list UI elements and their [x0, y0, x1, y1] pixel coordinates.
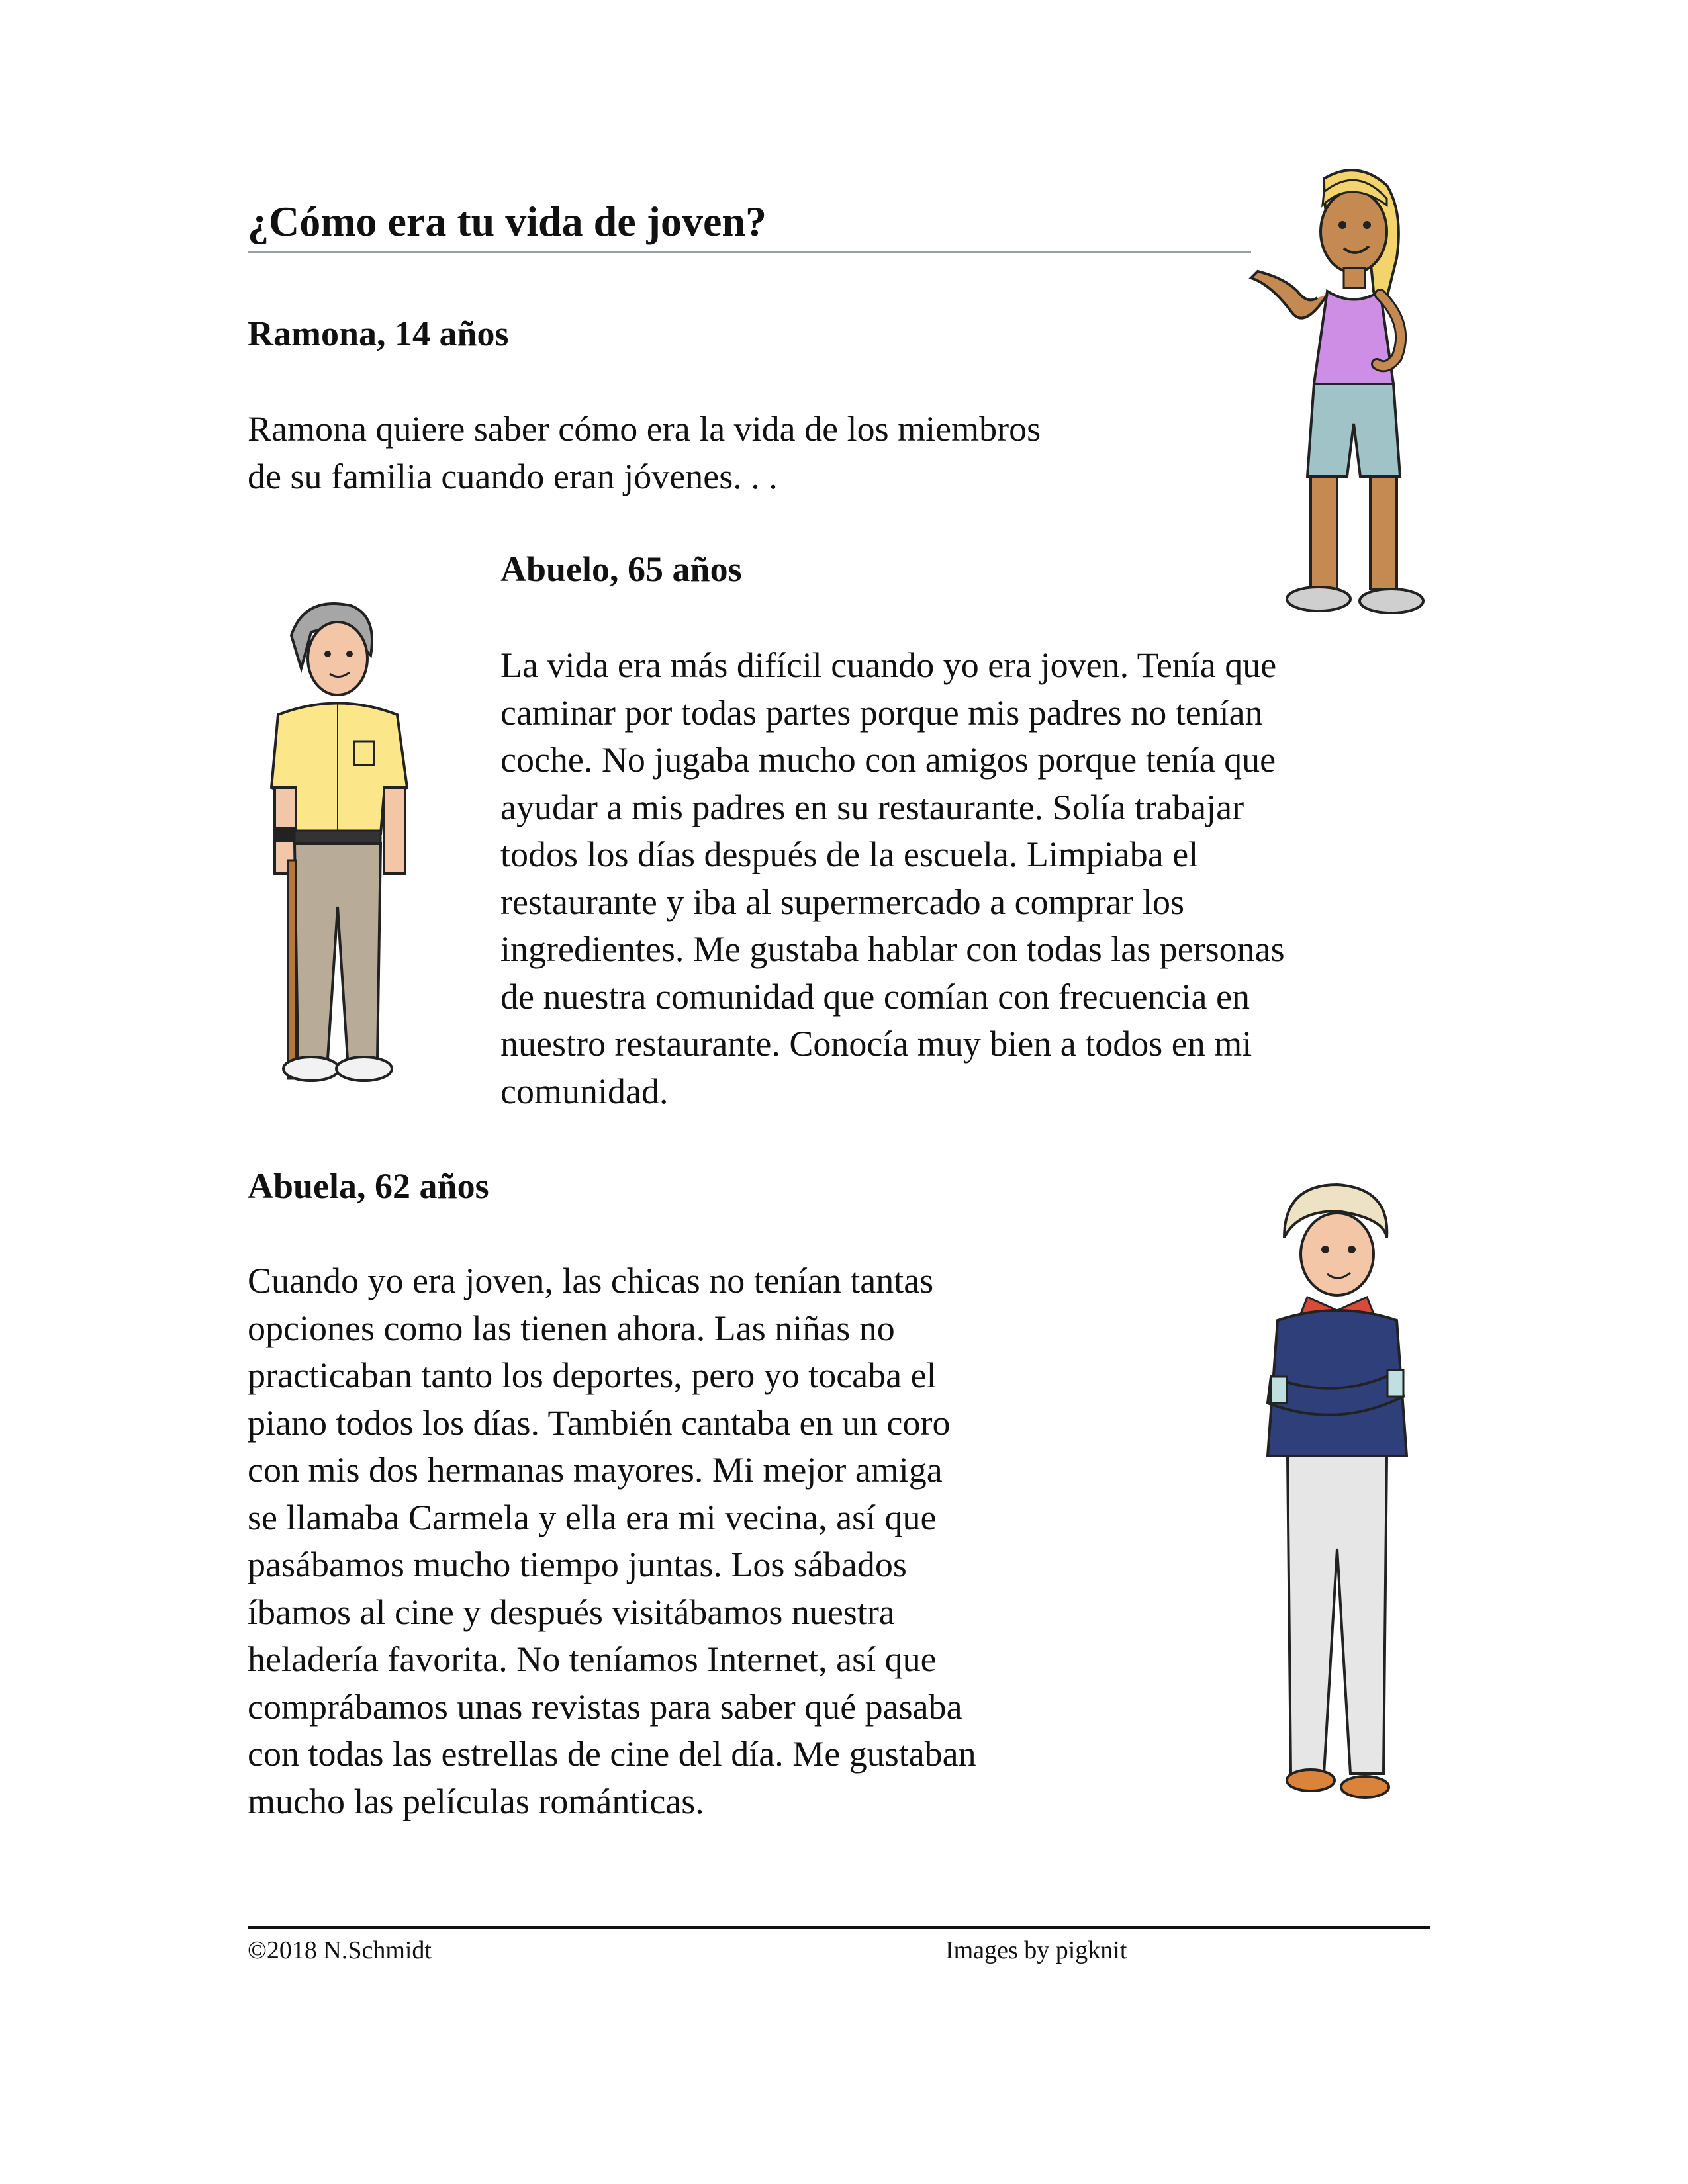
grandfather-illustration — [265, 596, 437, 1099]
paragraph-line: opciones como las tienen ahora. Las niñas no — [248, 1308, 895, 1348]
paragraph-line: pasábamos mucho tiempo juntas. Los sábados — [248, 1545, 907, 1584]
paragraph-line: heladería favorita. No teníamos Internet, así que — [248, 1639, 937, 1679]
paragraph-line: todos los días después de la escuela. Limpiaba el — [500, 835, 1199, 874]
paragraph-line: con mis dos hermanas mayores. Mi mejor amiga — [248, 1450, 943, 1490]
image-credit-text: Images by pigknit — [945, 1936, 1127, 1964]
paragraph-line: coche. No jugaba mucho con amigos porque tenía que — [500, 740, 1276, 780]
paragraph-line: de nuestra comunidad que comían con frecuencia en — [500, 976, 1250, 1017]
grandmother-illustration — [1258, 1178, 1417, 1813]
copyright-text: ©2018 N.Schmidt — [248, 1936, 432, 1964]
paragraph-line: Cuando yo era joven, las chicas no tenían tantas — [248, 1261, 934, 1300]
paragraph-line: practicaban tanto los deportes, pero yo tocaba el — [248, 1355, 937, 1395]
ramona-paragraph — [248, 406, 1041, 500]
girl-illustration — [1244, 159, 1463, 635]
paragraph-line: Ramona quiere saber cómo era la vida de los miembros — [248, 409, 1041, 449]
paragraph-line: nuestro restaurante. Conocía muy bien a todos en mi — [500, 1024, 1252, 1064]
paragraph-line: de su familia cuando eran jóvenes. . . — [248, 456, 778, 496]
paragraph-line: con todas las estrellas de cine del día. Me gustaban — [248, 1734, 976, 1774]
abuelo-heading: Abuelo, 65 años — [500, 549, 742, 589]
paragraph-line: caminar por todas partes porque mis padres no tenían — [500, 692, 1263, 733]
paragraph-line: íbamos al cine y después visitábamos nuestra — [248, 1592, 895, 1632]
title-divider — [248, 251, 1251, 253]
ramona-heading: Ramona, 14 años — [248, 314, 509, 353]
paragraph-line: comunidad. — [500, 1071, 669, 1111]
page-title: ¿Cómo era tu vida de joven? — [248, 198, 767, 245]
paragraph-line: mucho las películas románticas. — [248, 1781, 704, 1821]
paragraph-line: piano todos los días. También cantaba en un coro — [248, 1402, 951, 1443]
abuela-paragraph — [248, 1257, 976, 1825]
paragraph-line: comprábamos unas revistas para saber qué pasaba — [248, 1686, 962, 1727]
paragraph-line: se llamaba Carmela y ella era mi vecina, así que — [248, 1497, 937, 1537]
footer-divider — [248, 1926, 1430, 1929]
paragraph-line: ingredientes. Me gustaba hablar con todas las personas — [500, 929, 1285, 969]
paragraph-line: restaurante y iba al supermercado a comprar los — [500, 882, 1185, 922]
paragraph-line: ayudar a mis padres en su restaurante. Solía trabajar — [500, 787, 1244, 827]
paragraph-line: La vida era más difícil cuando yo era joven. Tenía que — [500, 645, 1277, 685]
abuelo-paragraph — [500, 642, 1285, 1115]
abuela-heading: Abuela, 62 años — [248, 1166, 489, 1206]
